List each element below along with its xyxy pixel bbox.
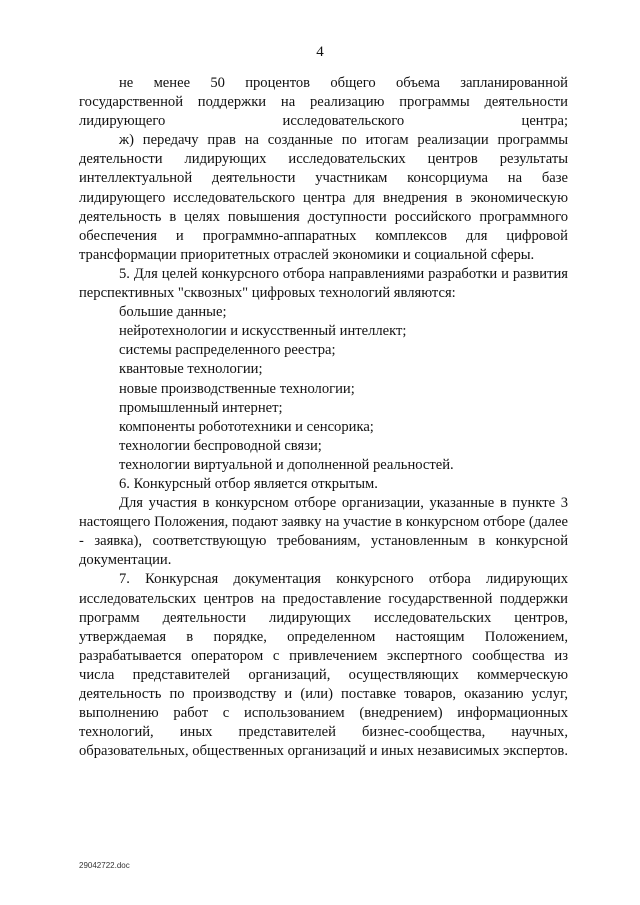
paragraph: 5. Для целей конкурсного отбора направлениями разработки и развития перспективных "сквозных" цифровых технологий являются: bbox=[79, 265, 568, 302]
list-item: большие данные; bbox=[119, 304, 227, 321]
paragraph: 7. Конкурсная документация конкурсного отбора лидирующих исследовательских центров на предоставление государственной поддержки программ деятельности лидирующих исследовательских центров, утверждаемая в порядке, определенном настоящим Положением, разрабатывается оператором с привлечением экспертного сообщества из числа представителей организаций, осуществляющих коммерческую деятельность по производству и (или) поставке товаров, оказанию услуг, выполнению работ с использованием (внедрением) информационных технологий, иных представителей бизнес-сообщества, научных, образовательных, общественных организаций и иных независимых экспертов. bbox=[79, 571, 568, 760]
list-item: технологии беспроводной связи; bbox=[119, 437, 322, 454]
paragraph: 6. Конкурсный отбор является открытым. bbox=[119, 475, 378, 492]
list-item: квантовые технологии; bbox=[119, 361, 263, 378]
list-item: промышленный интернет; bbox=[119, 399, 283, 416]
paragraph: не менее 50 процентов общего объема запланированной государственной поддержки на реализацию программы деятельности лидирующего исследовательского центра; bbox=[79, 75, 568, 130]
list-item: компоненты робототехники и сенсорика; bbox=[119, 418, 374, 435]
footer-filename: 29042722.doc bbox=[79, 861, 130, 870]
paragraph: ж) передачу прав на созданные по итогам реализации программы деятельности лидирующих исследовательских центров результаты интеллектуальной деятельности участникам консорциума на базе лидирующего исследовательского центра для внедрения в экономическую деятельность в целях повышения доступности российского программного обеспечения и программно-аппаратных комплексов для цифровой трансформации приоритетных отраслей экономики и социальной сферы. bbox=[79, 132, 568, 263]
list-item: технологии виртуальной и дополненной реальностей. bbox=[119, 456, 454, 473]
document-body bbox=[79, 74, 568, 761]
paragraph: Для участия в конкурсном отборе организации, указанные в пункте 3 настоящего Положения, подают заявку на участие в конкурсном отборе (далее - заявка), соответствующую требованиям, установленным в конкурсной документации. bbox=[79, 495, 568, 569]
page-number: 4 bbox=[316, 44, 324, 60]
list-item: новые производственные технологии; bbox=[119, 380, 355, 397]
list-item: нейротехнологии и искусственный интеллект; bbox=[119, 323, 407, 340]
list-item: системы распределенного реестра; bbox=[119, 342, 336, 359]
